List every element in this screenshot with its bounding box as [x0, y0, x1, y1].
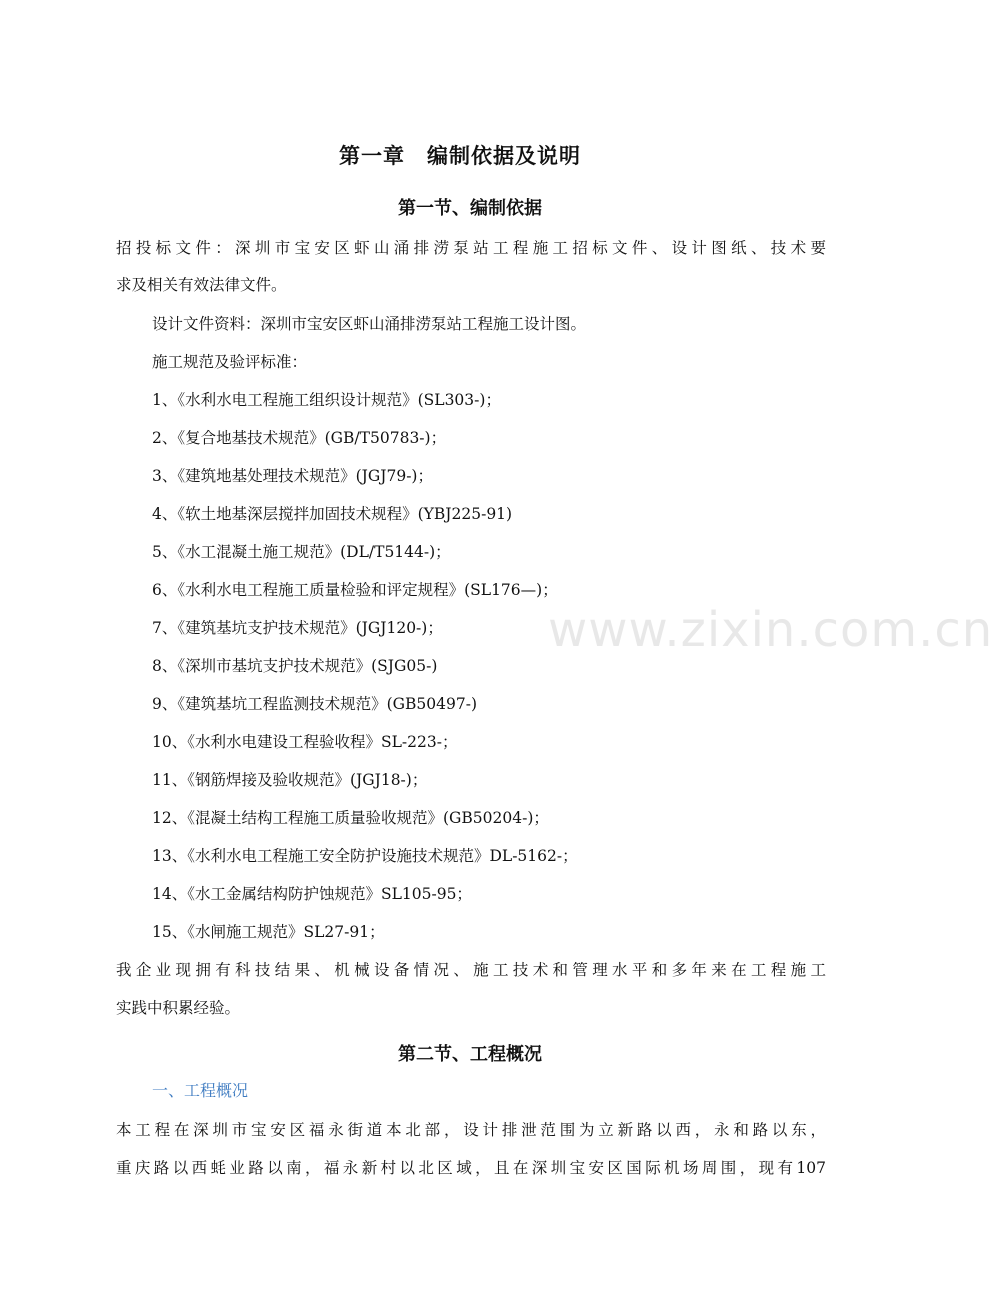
standard-item: 7、《建筑基坑支护技术规范》(JGJ120-)；: [152, 619, 443, 637]
standard-item: 9、《建筑基坑工程监测技术规范》(GB50497-): [152, 695, 478, 713]
standard-item: 3、《建筑地基处理技术规范》(JGJ79-)；: [152, 467, 433, 485]
standard-item: 12、《混凝土结构工程施工质量验收规范》(GB50204-)；: [152, 809, 549, 827]
overview-para-line-1: 本工程在深圳市宝安区福永街道本北部，设计排泄范围为立新路以西，永和路以东，: [116, 1121, 826, 1139]
standard-item: 14、《水工金属结构防护蚀规范》SL105-95；: [152, 885, 472, 903]
standard-item: 5、《水工混凝土施工规范》(DL/T5144-)；: [152, 543, 451, 561]
capability-line-2: 实践中积累经验。: [116, 999, 241, 1017]
standard-item: 15、《水闸施工规范》SL27-91；: [152, 923, 385, 941]
standard-item: 13、《水利水电工程施工安全防护设施技术规范》DL-5162-；: [152, 847, 578, 865]
site-watermark: www.zixin.com.cn: [548, 602, 993, 658]
standard-item: 4、《软土地基深层搅拌加固技术规程》(YBJ225-91): [152, 505, 513, 523]
bid-docs-line-1: 招投标文件：深圳市宝安区虾山涌排涝泵站工程施工招标文件、设计图纸、技术要: [116, 239, 826, 257]
standards-heading: 施工规范及验评标准：: [152, 353, 308, 371]
bid-docs-line-2: 求及相关有效法律文件。: [116, 276, 287, 294]
standard-item: 6、《水利水电工程施工质量检验和评定规程》(SL176—)；: [152, 581, 558, 599]
capability-line-1: 我企业现拥有科技结果、机械设备情况、施工技术和管理水平和多年来在工程施工: [116, 961, 826, 979]
overview-subheading: 一、工程概况: [152, 1081, 249, 1100]
standard-item: 8、《深圳市基坑支护技术规范》(SJG05-): [152, 657, 438, 675]
chapter-title: 第一章 编制依据及说明: [339, 144, 581, 168]
overview-para-line-2: 重庆路以西蚝业路以南，福永新村以北区域，且在深圳宝安区国际机场周围，现有107: [116, 1159, 826, 1177]
section-title-overview: 第二节、工程概况: [398, 1044, 542, 1065]
standard-item: 2、《复合地基技术规范》(GB/T50783-)；: [152, 429, 447, 447]
section-title-basis: 第一节、编制依据: [398, 198, 542, 219]
standard-item: 11、《钢筋焊接及验收规范》(JGJ18-)；: [152, 771, 428, 789]
design-docs-line: 设计文件资料：深圳市宝安区虾山涌排涝泵站工程施工设计图。: [152, 315, 587, 333]
standard-item: 10、《水利水电建设工程验收程》SL-223-；: [152, 733, 458, 751]
standard-item: 1、《水利水电工程施工组织设计规范》(SL303-)；: [152, 391, 501, 409]
